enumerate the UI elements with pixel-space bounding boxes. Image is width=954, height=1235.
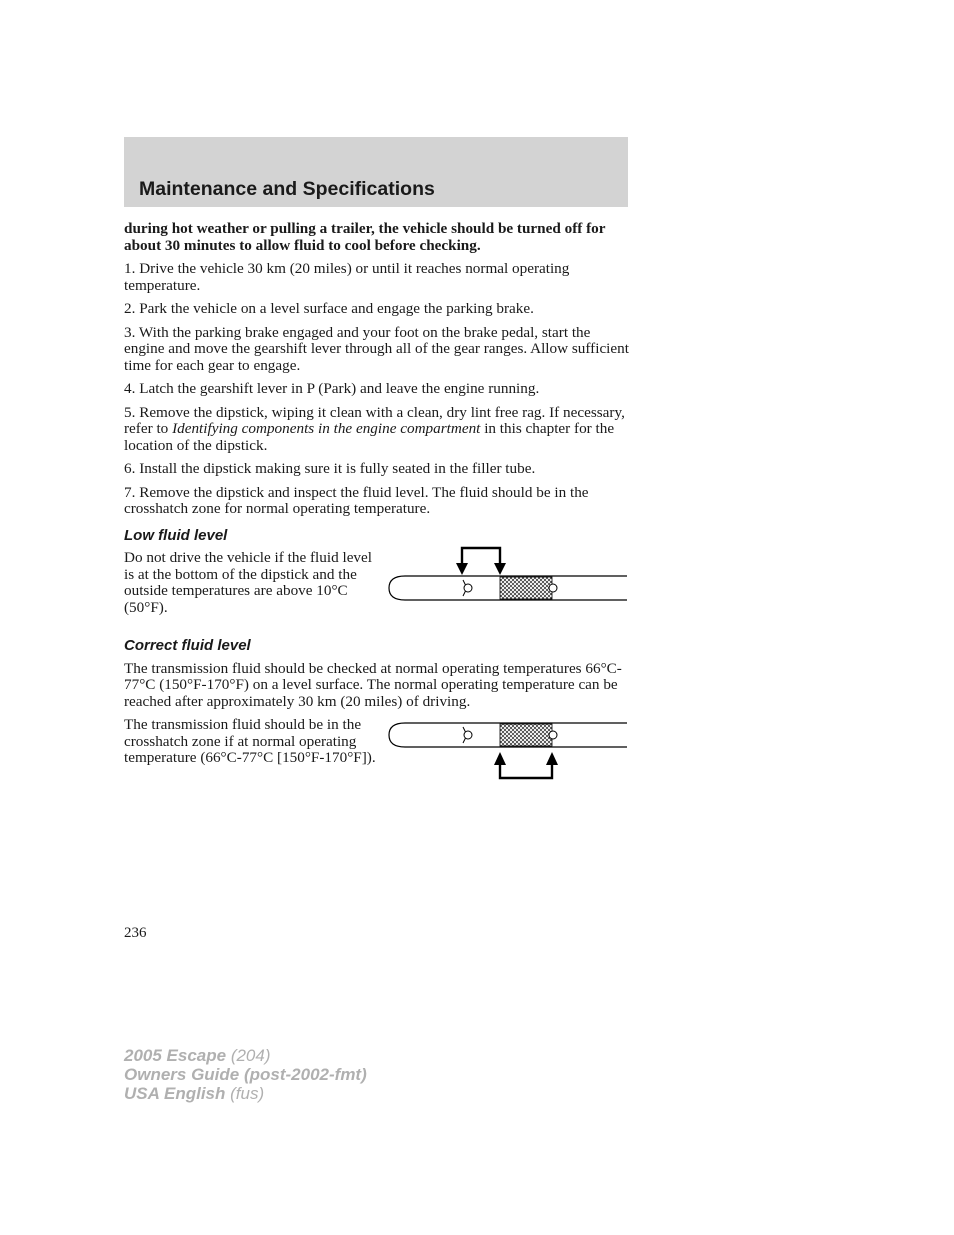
correct-level-arrow-icon	[494, 752, 558, 778]
footer-language: USA English	[124, 1084, 226, 1103]
step-1: 1. Drive the vehicle 30 km (20 miles) or until it reaches normal operating temperature.	[124, 260, 570, 294]
step-6: 6. Install the dipstick making sure it is fully seated in the filler tube.	[124, 460, 536, 477]
document-footer	[124, 1046, 367, 1103]
low-level-arrow-icon	[456, 548, 506, 575]
step-7: 7. Remove the dipstick and inspect the fluid level. The fluid should be in the crosshatch zone for normal operating temperature.	[124, 483, 589, 517]
low-fluid-text: Do not drive the vehicle if the fluid level is at the bottom of the dipstick and the outside temperatures are above 10°C (50°F).	[124, 549, 372, 616]
step-4: 4. Latch the gearshift lever in P (Park) and leave the engine running.	[124, 380, 540, 397]
correct-fluid-section	[124, 717, 630, 767]
step-5-text: 5. Remove the dipstick, wiping it clean with a clean, dry lint free rag. If necessary, refer to	[124, 403, 625, 437]
footer-line-1	[124, 1046, 367, 1065]
dipstick-graphic	[389, 576, 627, 600]
footer-model-code: (204)	[226, 1046, 271, 1065]
low-fluid-section	[124, 550, 630, 616]
step-5	[124, 405, 630, 455]
correct-fluid-text-1: The transmission fluid should be checked at normal operating temperatures 66°C-77°C (150°F-170°F) on a level surface. The normal operating temperature can be reached after approximately 30 km (20 miles) of driving.	[124, 659, 622, 710]
footer-line-3	[124, 1084, 367, 1103]
warning-text: during hot weather or pulling a trailer, the vehicle should be turned off for about 30 minutes to allow fluid to cool before checking.	[124, 220, 606, 254]
dipstick-low-level-diagram	[387, 546, 627, 610]
step-2: 2. Park the vehicle on a level surface and engage the parking brake.	[124, 300, 534, 317]
correct-fluid-heading: Correct fluid level	[124, 637, 251, 654]
dipstick-correct-level-diagram	[387, 720, 627, 784]
low-fluid-heading: Low fluid level	[124, 526, 228, 544]
page-number: 236	[124, 925, 147, 941]
section-header-band	[124, 137, 628, 207]
dipstick-graphic	[389, 723, 627, 747]
page-content	[124, 221, 630, 774]
step-3: 3. With the parking brake engaged and your foot on the brake pedal, start the engine and move the gearshift lever through all of the gear ranges. Allow sufficient time for each gear to engage.	[124, 323, 629, 374]
footer-line-2: Owners Guide (post-2002-fmt)	[124, 1065, 367, 1084]
footer-language-code: (fus)	[225, 1084, 265, 1103]
footer-model: 2005 Escape	[124, 1046, 227, 1065]
section-title: Maintenance and Specifications	[139, 178, 435, 200]
correct-fluid-text-2: The transmission fluid should be in the crosshatch zone if at normal operating temperature (66°C-77°C [150°F-170°F]).	[124, 716, 376, 766]
step-5-reference: Identifying components in the engine compartment	[172, 420, 481, 437]
step-5-text-end: in this chapter for the location of the dipstick.	[124, 420, 615, 454]
